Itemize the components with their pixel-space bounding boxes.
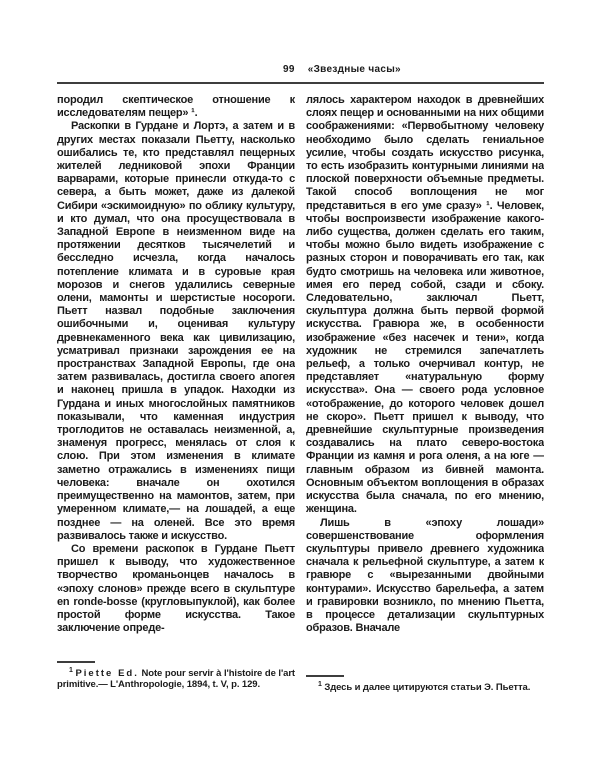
paragraph: Лишь в «эпоху лошади» совершенствование оформления скульптуры привело древнего художника сначала к рельефной скульптуре, а затем к гравюре с «вырезанными двойными контурами». Искусство барельефа, а затем и гравировки возникло, по мнению Пьетта, в процессе детализации скульптурных образов. Вначале [306, 516, 544, 635]
footnote-rule [57, 661, 95, 663]
running-title: «Звездные часы» [307, 64, 401, 75]
header-rule [57, 82, 544, 84]
footnote-right [306, 675, 544, 693]
paragraph: породил скептическое отношение к исследователям пещер» ¹. [57, 94, 295, 120]
page-number: 99 [283, 64, 295, 75]
footnote-body: Note pour servir à l'histoire de l'art primitive.— L'Anthropologie, 1894, t. V, p. 129. [57, 667, 295, 690]
paragraph: лялось характером находок в древнейших слоях пещер и основанными на них общими соображениями: «Первобытному человеку необходимо было сделать гениальное усилие, чтобы создать искусство рисунка, то есть изобразить контурными линиями на плоской поверхности объемные предметы. Такой способ воплощения не мог представиться в его уме сразу» ¹. Человек, чтобы воспроизвести изображение какого-либо существа, должен сделать его таким, чтобы можно было видеть изображение с разных сторон и поворачивать его так, как будто смотришь на человека или животное, имея его перед собой, сзади и сбоку. Следовательно, заключал Пьетт, скульптура должна быть первой формой искусства. Гравюра же, в особенности изображение «без насечек и тени», когда художник не стремился запечатлеть рельеф, а только очерчивал контур, не представляет «натуральную форму искусства». Она — своего рода условное «отображение, до которого человек дошел не скоро». Пьетт пришел к выводу, что древнейшие скульптурные произведения создавались на плато северо-востока Франции из камня и рога оленя, а на юге — главным образом из бивней мамонта. Основным объектом воплощения в образах искусства была сначала, по его мнению, женщина. [306, 94, 544, 516]
paragraph: Раскопки в Гурдане и Лортэ, а затем и в других местах показали Пьетту, насколько ошибались те, кто представлял пещерных жителей ледниковой эпохи Франции варварами, которые принесли откуда-то с севера, а быть может, даже из далекой Сибири «эскимоидную» по облику культуру, и кто думал, что она просуществовала в Западной Европе в неизменном виде на протяжении десятков тысячелетий и бесследно исчезла, когда началось потепление климата и в суровые края морозов и снегов удалились северные олени, мамонты и шерстистые носороги. Пьетт назвал подобные заключения ошибочными и, оценивая культуру древнекаменного века как цивилизацию, усматривал признаки зарождения ее на пространствах Западной Европы, где она затем развивалась, достигла своего апогея и наконец пришла в упадок. Находки из Гурдана и иных многослойных памятников показывали, что каменная индустрия троглодитов не оставалась неизменной, а, знаменуя прогресс, менялась от слоя к слою. При этом изменения в климате заметно отражались в изменениях пищи человека: вначале он охотился преимущественно на мамонтов, затем, при умеренном климате,— на лошадей, а еще позднее — на оленей. Все это время развивалось также и искусство. [57, 120, 295, 542]
footnote-left [57, 661, 295, 691]
page-header [283, 64, 401, 75]
footnote-marker: 1 [69, 666, 73, 674]
footnote-text [306, 682, 544, 694]
footnote-body: Здесь и далее цитируются статьи Э. Пьетта. [324, 681, 531, 693]
text-column-left [57, 94, 295, 662]
text-column-right [306, 94, 544, 675]
footnote-rule [306, 675, 344, 677]
footnote-author: Piette Ed. [75, 667, 139, 679]
paragraph: Со времени раскопок в Гурдане Пьетт пришел к выводу, что художественное творчество кроманьонцев началось в «эпоху слонов» прежде всего в скульптуре en ronde-bosse (кругловыпуклой), как более простой форме искусства. Такое заключение опреде- [57, 542, 295, 635]
footnote-marker: 1 [318, 680, 322, 688]
footnote-text [57, 668, 295, 691]
